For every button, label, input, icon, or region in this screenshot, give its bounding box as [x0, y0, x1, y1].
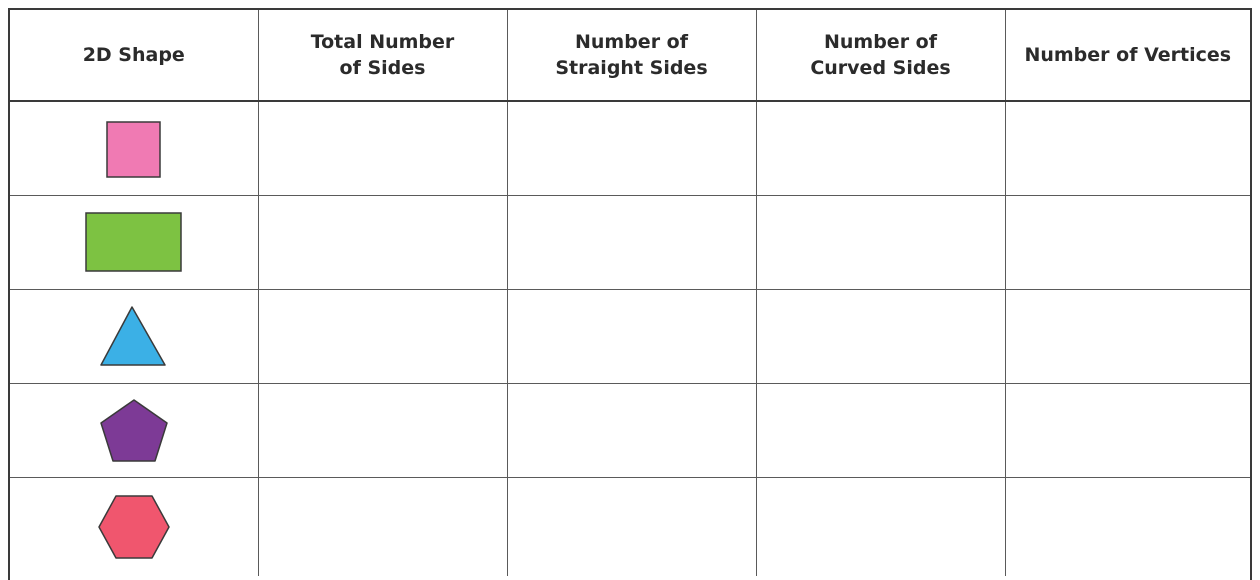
triangle-icon — [99, 305, 169, 369]
header-line: Total Number — [310, 31, 455, 53]
answer-cell-vertices[interactable] — [1005, 290, 1250, 384]
shape-cell — [10, 290, 258, 384]
answer-cell-curved-sides[interactable] — [756, 384, 1005, 478]
answer-cell-vertices[interactable] — [1005, 101, 1250, 196]
header-line: Number of — [823, 31, 938, 53]
header-line: Number of — [574, 31, 689, 53]
header-line: Straight Sides — [555, 57, 708, 79]
pentagon-icon — [98, 397, 170, 465]
header-row — [10, 10, 1250, 101]
header-straight-sides — [507, 10, 756, 101]
table-row — [10, 290, 1250, 384]
answer-cell-straight-sides[interactable] — [507, 290, 756, 384]
header-line: 2D Shape — [82, 44, 185, 66]
table-row — [10, 384, 1250, 478]
answer-cell-curved-sides[interactable] — [756, 101, 1005, 196]
worksheet-table-frame — [8, 8, 1252, 580]
table-row — [10, 478, 1250, 577]
answer-cell-curved-sides[interactable] — [756, 196, 1005, 290]
answer-cell-curved-sides[interactable] — [756, 290, 1005, 384]
answer-cell-total-sides[interactable] — [258, 478, 507, 577]
header-total-sides — [258, 10, 507, 101]
shape-cell — [10, 101, 258, 196]
answer-cell-total-sides[interactable] — [258, 384, 507, 478]
answer-cell-total-sides[interactable] — [258, 290, 507, 384]
answer-cell-curved-sides[interactable] — [756, 478, 1005, 577]
answer-cell-straight-sides[interactable] — [507, 478, 756, 577]
header-line: Number of Vertices — [1024, 44, 1232, 66]
shape-cell — [10, 478, 258, 577]
shapes-table — [10, 10, 1250, 576]
header-line: Curved Sides — [810, 57, 951, 79]
answer-cell-straight-sides[interactable] — [507, 196, 756, 290]
answer-cell-total-sides[interactable] — [258, 196, 507, 290]
table-row — [10, 101, 1250, 196]
header-curved-sides — [756, 10, 1005, 101]
answer-cell-straight-sides[interactable] — [507, 101, 756, 196]
header-vertices — [1005, 10, 1250, 101]
shape-cell — [10, 384, 258, 478]
square-icon — [104, 119, 164, 179]
rectangle-icon — [84, 211, 184, 275]
answer-cell-straight-sides[interactable] — [507, 384, 756, 478]
answer-cell-total-sides[interactable] — [258, 101, 507, 196]
answer-cell-vertices[interactable] — [1005, 384, 1250, 478]
header-line: of Sides — [339, 57, 426, 79]
table-row — [10, 196, 1250, 290]
shape-cell — [10, 196, 258, 290]
answer-cell-vertices[interactable] — [1005, 478, 1250, 577]
answer-cell-vertices[interactable] — [1005, 196, 1250, 290]
hexagon-icon — [96, 493, 172, 561]
header-2d-shape — [10, 10, 258, 101]
